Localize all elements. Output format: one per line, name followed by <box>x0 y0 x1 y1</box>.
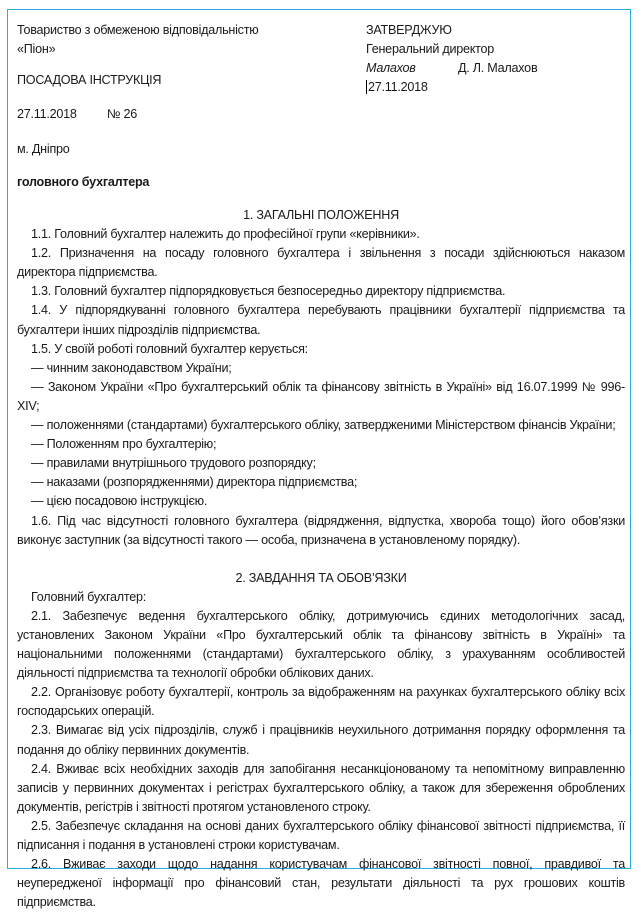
section2-heading: 2. ЗАВДАННЯ ТА ОБОВ’ЯЗКИ <box>235 570 407 585</box>
section2-intro: Головний бухгалтер: <box>31 589 146 604</box>
section1-item: — чинним законодавством України; <box>31 360 232 375</box>
section1-item: 1.6. Під час відсутності головного бухгалтера (відрядження, відпустка, хвороба тощо) його обов’язки виконує заступник (за відсутності такого — особа, призначена в установленому порядку). <box>17 513 625 547</box>
section1-item: 1.1. Головний бухгалтер належить до професійної групи «керівники». <box>31 227 420 242</box>
section2-item: 2.4. Вживає всіх необхідних заходів для запобігання несанкціонованому та непомітному виправленню записів у первинних документах і регістрах бухгалтерського обліку, а також для збереження оброблених документів, регістрів і звітності протягом установленого строку. <box>17 761 625 814</box>
org-name-line1: Товариство з обмеженою відповідальністю <box>17 23 259 37</box>
approver-signature-line <box>366 59 537 78</box>
document-body <box>17 206 625 912</box>
section1-item: — положеннями (стандартами) бухгалтерського обліку, затвердженими Міністерством фінансів України; <box>31 418 616 433</box>
spacer <box>17 550 625 569</box>
approver-name: Д. Л. Малахов <box>458 61 538 75</box>
document-date: 27.11.2018 <box>17 107 77 121</box>
approval-block <box>366 21 537 97</box>
job-description-document <box>17 21 625 910</box>
section1-item: — наказами (розпорядженнями) директора підприємства; <box>31 475 358 490</box>
section1-item: 1.5. У своїй роботі головний бухгалтер керується: <box>31 341 308 356</box>
section1-heading: 1. ЗАГАЛЬНІ ПОЛОЖЕННЯ <box>243 208 399 222</box>
section1-item: 1.4. У підпорядкуванні головного бухгалтера перебувають працівники бухгалтерії підприємства та бухгалтери інших підрозділів підприємства. <box>17 303 625 337</box>
organization-block <box>17 21 258 59</box>
document-type: ПОСАДОВА ІНСТРУКЦІЯ <box>17 73 162 87</box>
section1-item: 1.2. Призначення на посаду головного бухгалтера і звільнення з посади здійснюються наказом директора підприємства. <box>17 246 625 280</box>
section1-item: 1.3. Головний бухгалтер підпорядковується безпосередньо директору підприємства. <box>31 284 506 299</box>
section2-item: 2.3. Вимагає від усіх підрозділів, служб і працівників неухильного дотримання порядку оформлення та подання до обліку первинних документів. <box>17 723 625 757</box>
text-cursor <box>366 80 367 94</box>
document-header <box>17 21 625 191</box>
section1-item: — Законом України «Про бухгалтерський облік та фінансову звітність в Україні» від 16.07.1999 № 996-XIV; <box>17 379 625 413</box>
section1-item: — цією посадовою інструкцією. <box>31 494 208 509</box>
approval-date: 27.11.2018 <box>368 80 428 94</box>
approver-signature: Малахов <box>366 61 416 75</box>
org-name-line2: «Піон» <box>17 42 56 56</box>
section2-item: 2.6. Вживає заходи щодо надання користувачам фінансової звітності повної, правдивої та неупередженої інформації про фінансовий стан, результати діяльності та рух грошових коштів підприємства. <box>17 857 625 910</box>
section2-item: 2.2. Організовує роботу бухгалтерії, контроль за відображенням на рахунках бухгалтерського обліку всіх господарських операцій. <box>17 685 625 719</box>
section1-item: — Положенням про бухгалтерію; <box>31 437 217 452</box>
approval-date-line[interactable] <box>366 78 537 97</box>
document-subject: головного бухгалтера <box>17 175 150 189</box>
section1-item: — правилами внутрішнього трудового розпорядку; <box>31 456 316 471</box>
approver-position: Генеральний директор <box>366 42 495 56</box>
section2-item: 2.5. Забезпечує складання на основі даних бухгалтерського обліку фінансової звітності підприємства, її підписання і подання в установлені строки користувачам. <box>17 818 625 852</box>
section2-item: 2.1. Забезпечує ведення бухгалтерського обліку, дотримуючись єдиних методологічних засад, установлених Законом України «Про бухгалтерський облік та фінансову звітність в Україні» та національними положеннями (стандартами) бухгалтерського обліку, з урахуванням особливостей діяльності підприємства та технології обробки облікових даних. <box>17 608 625 681</box>
document-city: м. Дніпро <box>17 142 70 156</box>
approval-title: ЗАТВЕРДЖУЮ <box>366 23 452 37</box>
document-number: № 26 <box>107 107 138 121</box>
